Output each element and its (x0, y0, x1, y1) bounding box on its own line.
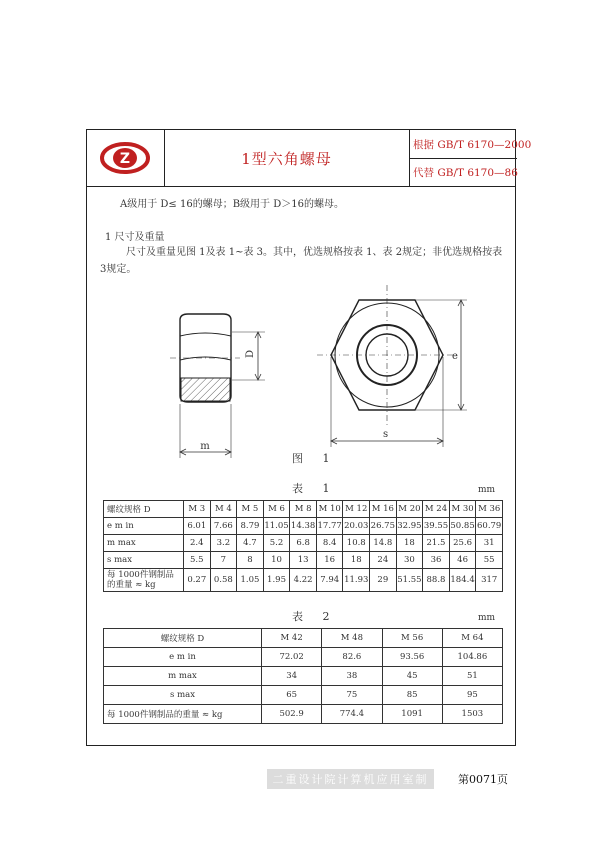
table1-size-header: M 5 (237, 501, 264, 518)
table-cell: 0.27 (184, 569, 211, 592)
table1-size-header: M 8 (290, 501, 317, 518)
table2-size-header: M 42 (262, 629, 322, 648)
row-label: e m in (104, 648, 262, 667)
table-cell: 8 (237, 552, 264, 569)
table-cell: 20.03 (343, 518, 370, 535)
table-row (104, 648, 503, 667)
table-cell: 17.77 (316, 518, 343, 535)
table-cell: 6.8 (290, 535, 317, 552)
table-cell: 4.22 (290, 569, 317, 592)
row-label: s max (104, 686, 262, 705)
table-cell: 11.93 (343, 569, 370, 592)
dim-s-label: s (383, 429, 389, 440)
table-cell: 10 (263, 552, 290, 569)
table-cell: 1.05 (237, 569, 264, 592)
table1 (103, 500, 503, 592)
table-cell: 88.8 (423, 569, 450, 592)
table-cell: 36 (423, 552, 450, 569)
table-cell: 82.6 (322, 648, 382, 667)
table-cell: 7.94 (316, 569, 343, 592)
dim-m-label: m (200, 441, 210, 452)
figure-caption: 图 1 (292, 452, 338, 465)
table-cell: 7.66 (210, 518, 237, 535)
table1-header-row (104, 501, 503, 518)
table-cell: 0.58 (210, 569, 237, 592)
table2-caption: 表 2 (292, 610, 338, 623)
table-cell: 184.4 (449, 569, 476, 592)
table1-size-header: M 4 (210, 501, 237, 518)
header-block (87, 130, 532, 187)
table-cell: 2.4 (184, 535, 211, 552)
table-cell: 774.4 (322, 705, 382, 724)
table1-weight-row (104, 569, 503, 592)
dim-D-label: D (245, 349, 256, 358)
table-cell: 11.05 (263, 518, 290, 535)
table2-size-header: M 56 (382, 629, 442, 648)
nut-front-view-drawing (315, 285, 480, 450)
table2-header-label: 螺纹规格 D (104, 629, 262, 648)
table-cell: 8.79 (237, 518, 264, 535)
table-cell: 13 (290, 552, 317, 569)
logo-letter: Z (119, 151, 131, 167)
table-row (104, 667, 503, 686)
table1-size-header: M 3 (184, 501, 211, 518)
row-label: 每 1000件钢制品的重量 ≈ kg (104, 705, 262, 724)
table-cell: 18 (396, 535, 423, 552)
table-cell: 1091 (382, 705, 442, 724)
table-cell: 75 (322, 686, 382, 705)
table-cell: 10.8 (343, 535, 370, 552)
table-cell: 72.02 (262, 648, 322, 667)
standard-replaces: 代替 GB/T 6170—86 (409, 158, 517, 186)
footer-org: 二重设计院计算机应用室制 (267, 769, 434, 789)
table-cell: 7 (210, 552, 237, 569)
table2-size-header: M 64 (442, 629, 502, 648)
table-cell: 25.6 (449, 535, 476, 552)
table-cell: 3.2 (210, 535, 237, 552)
section-body: 尺寸及重量见图 1及表 1~表 3。其中，优选规格按表 1、表 2规定；非优选规格按表 3规定。 (100, 247, 503, 275)
table-cell: 16 (316, 552, 343, 569)
table-cell: 55 (476, 552, 503, 569)
row-label: m max (104, 667, 262, 686)
table2 (103, 628, 503, 724)
table-cell: 4.7 (237, 535, 264, 552)
table-cell: 1.95 (263, 569, 290, 592)
table-cell: 46 (449, 552, 476, 569)
table-cell: 93.56 (382, 648, 442, 667)
logo-emblem-icon (87, 130, 164, 186)
table2-header-row (104, 629, 503, 648)
table-cell: 30 (396, 552, 423, 569)
table-row (104, 686, 503, 705)
table-cell: 18 (343, 552, 370, 569)
intro-text: A级用于 D≤ 16的螺母；B级用于 D＞16的螺母。 (120, 199, 344, 210)
table-cell: 502.9 (262, 705, 322, 724)
page-number: 第0071页 (458, 773, 508, 786)
table1-size-header: M 16 (370, 501, 397, 518)
weight-label-line2: 的重量 ≈ kg (107, 580, 156, 590)
standard-basis: 根据 GB/T 6170—2000 (413, 138, 532, 151)
table-cell: 104.86 (442, 648, 502, 667)
table1-caption: 表 1 (292, 482, 338, 495)
table-cell: 32.95 (396, 518, 423, 535)
table2-unit: mm (478, 613, 496, 623)
row-label: m max (104, 535, 184, 552)
weight-label-line1: 每 1000件钢制品 (107, 570, 174, 580)
table-row (104, 535, 503, 552)
table-cell: 5.2 (263, 535, 290, 552)
table-cell: 31 (476, 535, 503, 552)
table-cell: 45 (382, 667, 442, 686)
table-cell: 34 (262, 667, 322, 686)
table-cell: 24 (370, 552, 397, 569)
table1-size-header: M 36 (476, 501, 503, 518)
table-cell: 1503 (442, 705, 502, 724)
table-cell: 14.8 (370, 535, 397, 552)
row-label: e m in (104, 518, 184, 535)
table-cell: 50.85 (449, 518, 476, 535)
table1-unit: mm (478, 485, 496, 495)
table-cell: 51.55 (396, 569, 423, 592)
table1-header-label: 螺纹规格 D (104, 501, 184, 518)
table1-size-header: M 10 (316, 501, 343, 518)
table1-size-header: M 6 (263, 501, 290, 518)
table-cell: 29 (370, 569, 397, 592)
table2-size-header: M 48 (322, 629, 382, 648)
nut-side-view-drawing (150, 300, 280, 465)
table-cell: 85 (382, 686, 442, 705)
table-cell: 60.79 (476, 518, 503, 535)
table-cell: 14.38 (290, 518, 317, 535)
company-logo (87, 130, 165, 186)
table-cell: 65 (262, 686, 322, 705)
table-cell: 39.55 (423, 518, 450, 535)
row-label: s max (104, 552, 184, 569)
section-heading: 1 尺寸及重量 (105, 232, 165, 243)
table1-size-header: M 12 (343, 501, 370, 518)
weight-row-label (104, 569, 184, 592)
dim-e-label: e (452, 351, 458, 362)
table-cell: 21.5 (423, 535, 450, 552)
table-cell: 38 (322, 667, 382, 686)
table1-size-header: M 30 (449, 501, 476, 518)
table1-size-header: M 24 (423, 501, 450, 518)
table-cell: 6.01 (184, 518, 211, 535)
table-cell: 51 (442, 667, 502, 686)
document-title: 1型六角螺母 (164, 130, 410, 186)
table-cell: 95 (442, 686, 502, 705)
table-row (104, 552, 503, 569)
table-row (104, 705, 503, 724)
table-cell: 26.75 (370, 518, 397, 535)
table-cell: 8.4 (316, 535, 343, 552)
table-row (104, 518, 503, 535)
table-cell: 5.5 (184, 552, 211, 569)
table1-size-header: M 20 (396, 501, 423, 518)
table-cell: 317 (476, 569, 503, 592)
